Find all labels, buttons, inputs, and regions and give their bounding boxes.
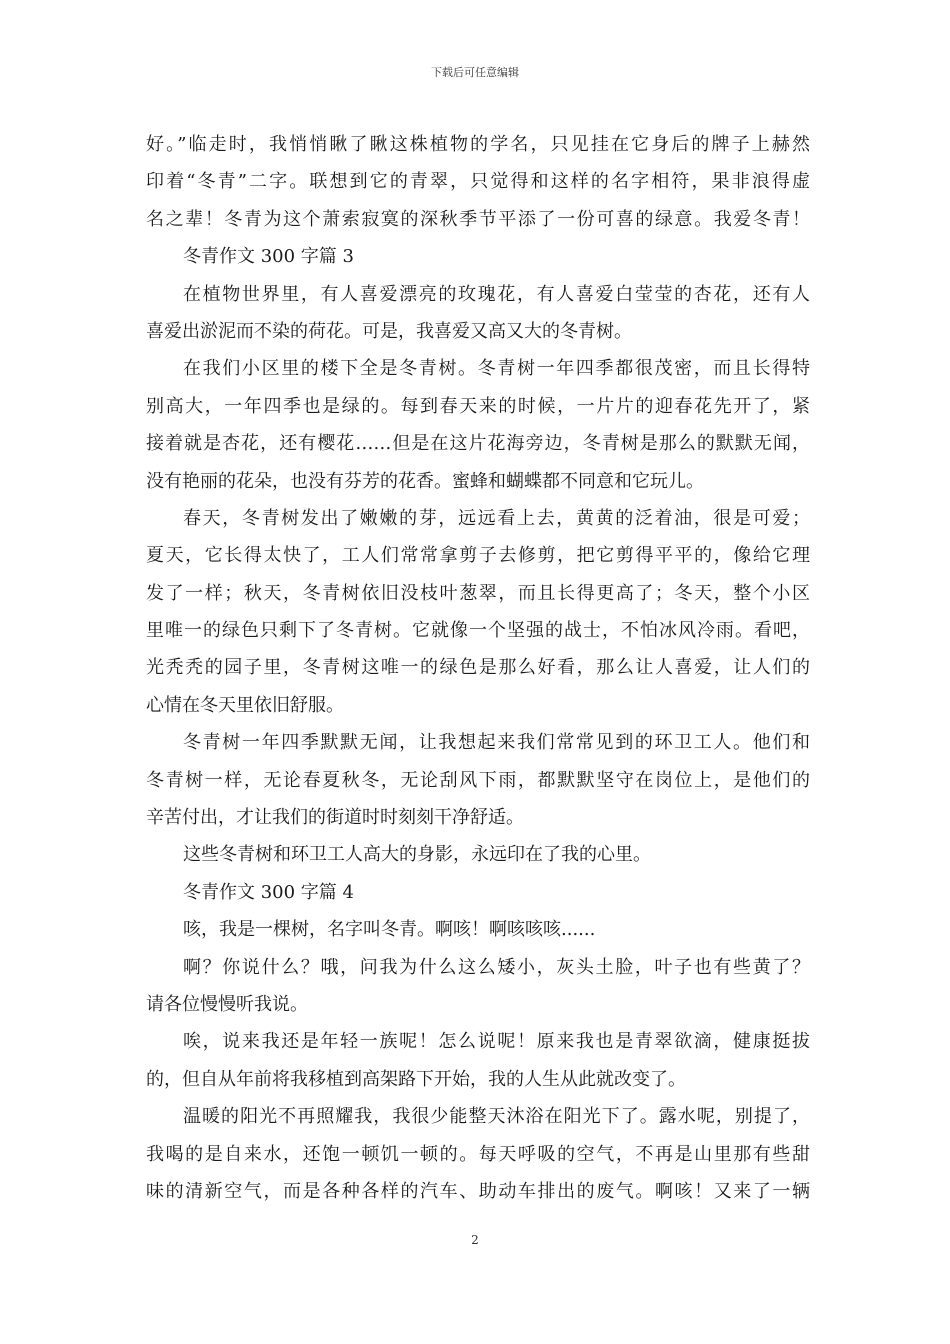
text-line: 在我们小区里的楼下全是冬青树。冬青树一年四季都很茂密，而且长得特 (183, 358, 810, 380)
text-line: 接着就是杏花，还有樱花……但是在这片花海旁边，冬青树是那么的默默无闻， (146, 433, 810, 455)
text-line: 印着“冬青”二字。联想到它的青翠，只觉得和这样的名字相符，果非浪得虚 (146, 171, 810, 193)
page-number: 2 (471, 1233, 479, 1247)
text-line: 冬青树一样，无论春夏秋冬，无论刮风下雨，都默默坚守在岗位上，是他们的 (146, 769, 810, 791)
page-header: 下载后可任意编辑 (431, 66, 519, 79)
text-line: 没有艳丽的花朵，也没有芬芳的花香。蜜蜂和蝴蝶都不同意和它玩儿。 (146, 470, 704, 492)
text-line: 好。”临走时，我悄悄瞅了瞅这株植物的学名，只见挂在它身后的牌子上赫然 (146, 134, 810, 155)
text-line: 名之辈！冬青为这个萧索寂寞的深秋季节平添了一份可喜的绿意。我爱冬青！ (146, 208, 810, 230)
text-line: 别高大，一年四季也是绿的。每到春天来的时候，一片片的迎春花先开了，紧 (146, 395, 810, 417)
text-line: 啊？你说什么？哦，问我为什么这么矮小，灰头土脸，叶子也有些黄了？ (183, 956, 810, 978)
text-line: 温暖的阳光不再照耀我，我很少能整天沐浴在阳光下了。露水呢，别提了， (183, 1106, 810, 1128)
text-line: 冬青树一年四季默默无闻，让我想起来我们常常见到的环卫工人。他们和 (183, 732, 810, 754)
text-line: 里唯一的绿色只剩下了冬青树。它就像一个坚强的战士，不怕冰风冷雨。看吧， (146, 620, 810, 642)
text-line: 咳，我是一棵树，名字叫冬青。啊咳！啊咳咳咳...... (183, 919, 596, 941)
text-line: 这些冬青树和环卫工人高大的身影，永远印在了我的心里。 (183, 844, 651, 866)
text-line: 请各位慢慢听我说。 (146, 993, 308, 1015)
text-line: 夏天，它长得太快了，工人们常常拿剪子去修剪，把它剪得平平的，像给它理 (146, 545, 810, 567)
text-line: 冬青作文 300 字篇 4 (183, 881, 354, 903)
text-line: 冬青作文 300 字篇 3 (183, 246, 354, 268)
text-line: 在植物世界里，有人喜爱漂亮的玫瑰花，有人喜爱白莹莹的杏花，还有人 (183, 283, 810, 305)
text-line: 我喝的是自来水，还饱一顿饥一顿的。每天呼吸的空气，不再是山里那有些甜 (146, 1143, 810, 1165)
text-line: 味的清新空气，而是各种各样的汽车、助动车排出的废气。啊咳！又来了一辆 (146, 1180, 810, 1202)
text-line: 的，但自从年前将我移植到高架路下开始，我的人生从此就改变了。 (146, 1068, 686, 1090)
text-line: 春天，冬青树发出了嫩嫩的芽，远远看上去，黄黄的泛着油，很是可爱； (183, 507, 810, 529)
text-line: 辛苦付出，才让我们的街道时时刻刻干净舒适。 (146, 807, 524, 829)
text-line: 唉，说来我还是年轻一族呢！怎么说呢！原来我也是青翠欲滴，健康挺拔 (183, 1031, 810, 1053)
text-line: 喜爱出淤泥而不染的荷花。可是，我喜爱又高又大的冬青树。 (146, 320, 632, 342)
text-line: 发了一样；秋天，冬青树依旧没枝叶葱翠，而且长得更高了；冬天，整个小区 (146, 582, 810, 604)
text-line: 光秃秃的园子里，冬青树这唯一的绿色是那么好看，那么让人喜爱，让人们的 (146, 657, 810, 679)
document-body (146, 126, 810, 1210)
text-line: 心情在冬天里依旧舒服。 (146, 694, 344, 716)
